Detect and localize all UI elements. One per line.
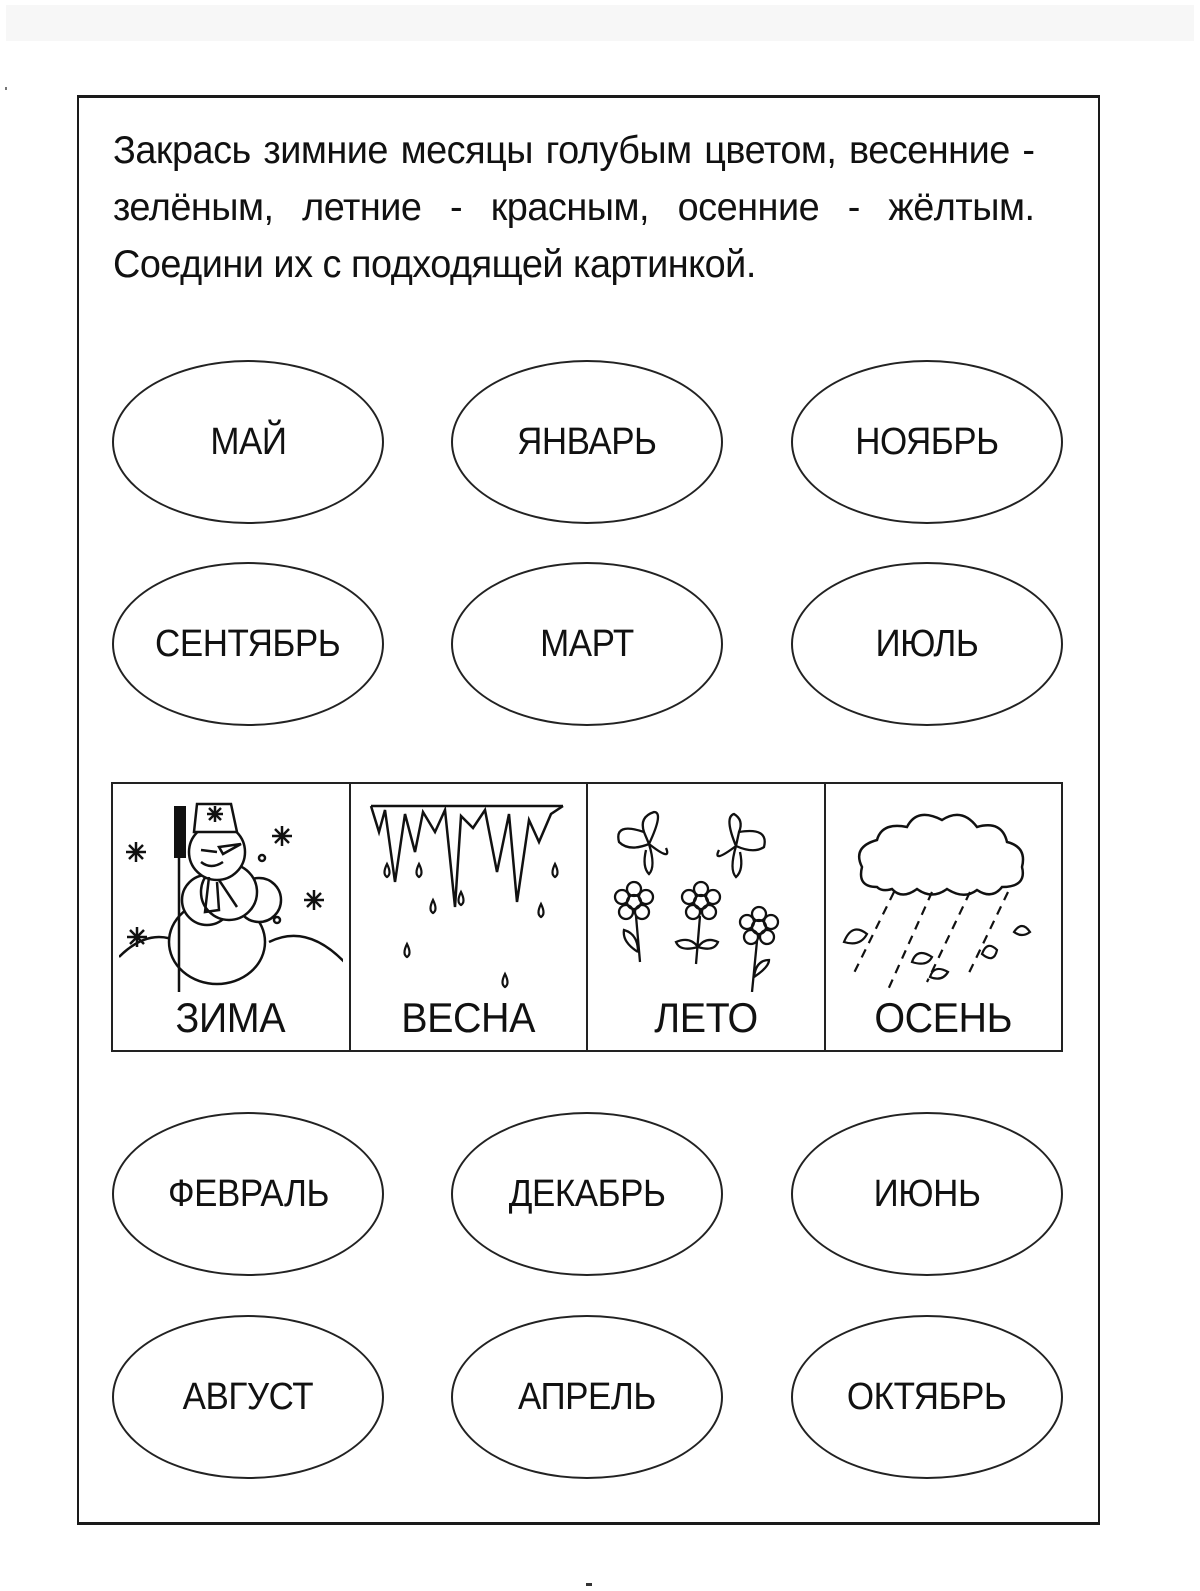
month-label: АПРЕЛЬ <box>518 1375 656 1418</box>
season-autumn[interactable] <box>826 784 1062 1050</box>
month-label: ОКТЯБРЬ <box>847 1375 1007 1418</box>
season-summer[interactable] <box>588 784 826 1050</box>
season-spring[interactable] <box>351 784 589 1050</box>
season-label-winter: ЗИМА <box>175 994 286 1041</box>
snowman-icon <box>119 792 343 992</box>
month-label: ИЮЛЬ <box>875 622 979 665</box>
month-oval-april[interactable] <box>451 1315 723 1479</box>
season-label-autumn: ОСЕНЬ <box>874 994 1013 1041</box>
month-label: МАЙ <box>209 420 287 463</box>
task-instructions: Закрась зимние месяцы голубым цветом, весенние - зелёным, летние - красным, осенние - жёлтым. Соедини их с подходящей картинкой. <box>113 129 1035 286</box>
scan-speck <box>5 87 7 90</box>
month-label: ДЕКАБРЬ <box>508 1172 666 1215</box>
season-label-spring: ВЕСНА <box>401 994 536 1041</box>
icicles-icon <box>357 792 581 992</box>
month-label: СЕНТЯБРЬ <box>155 622 341 665</box>
month-label: ИЮНЬ <box>873 1172 981 1215</box>
month-oval-september[interactable] <box>112 562 384 726</box>
month-label: НОЯБРЬ <box>855 420 999 463</box>
butterflies-flowers-icon <box>594 792 818 992</box>
month-oval-march[interactable] <box>451 562 723 726</box>
month-label: ЯНВАРЬ <box>517 420 657 463</box>
month-oval-november[interactable] <box>791 360 1063 524</box>
season-label-summer: ЛЕТО <box>654 994 758 1041</box>
month-label: ФЕВРАЛЬ <box>167 1172 329 1215</box>
month-oval-february[interactable] <box>112 1112 384 1276</box>
month-oval-january[interactable] <box>451 360 723 524</box>
season-winter[interactable] <box>113 784 351 1050</box>
month-label: АВГУСТ <box>182 1375 314 1418</box>
scan-top-band <box>6 5 1194 41</box>
month-oval-august[interactable] <box>112 1315 384 1479</box>
month-oval-december[interactable] <box>451 1112 723 1276</box>
month-oval-october[interactable] <box>791 1315 1063 1479</box>
month-label: МАРТ <box>540 622 634 665</box>
month-oval-may[interactable] <box>112 360 384 524</box>
rain-cloud-icon <box>832 792 1056 992</box>
month-oval-june[interactable] <box>791 1112 1063 1276</box>
month-oval-july[interactable] <box>791 562 1063 726</box>
page-mark <box>586 1583 592 1586</box>
seasons-strip <box>111 782 1063 1052</box>
